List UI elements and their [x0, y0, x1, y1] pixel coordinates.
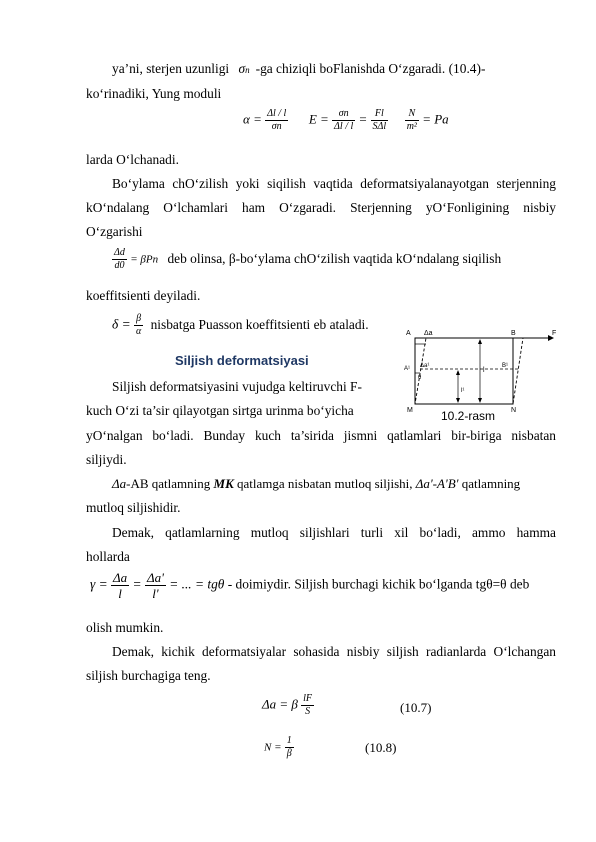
formula-text: Δa'-A'B' — [415, 476, 459, 491]
text-span: ya’ni, sterjen uzunligi — [112, 61, 230, 76]
text-span: - doimiydir. Siljish burchagi kichik bo‘lganda tgθ=θ deb — [227, 576, 530, 592]
label-l1: l¹ — [461, 388, 465, 394]
formula-text: = ... = tgθ — [169, 576, 225, 592]
label-l: l — [483, 367, 485, 374]
label-N: N — [511, 407, 517, 414]
paragraph-line: larda O‘lchanadi. — [86, 152, 179, 167]
layer-name: MK — [213, 476, 234, 491]
paragraph-line: kO‘ndalang O‘lchamlari ham O‘zgaradi. Sterjenning yO‘Fonligining nisbiy — [86, 200, 556, 215]
paragraph-line: Demak, kichik deformatsiyalar sohasida nisbiy siljish radianlarda O‘lchangan — [112, 644, 556, 659]
text-span: qatlamning — [461, 476, 521, 491]
paragraph-line — [112, 475, 556, 492]
formula-text: = Pa — [422, 111, 449, 127]
paragraph-line: mutloq siljishidir. — [86, 500, 181, 515]
paragraph-line: Siljish deformatsiyasini vujudga keltiruvchi F- — [112, 379, 362, 394]
label-da: Δa — [424, 330, 433, 337]
label-theta: θ — [418, 375, 422, 381]
paragraph-line — [112, 60, 556, 79]
text-span: nisbatga Puasson koeffitsienti eb ataladi. — [150, 316, 369, 332]
fraction: $\frac{lF}{S}$ — [303, 693, 313, 717]
young-modulus-formula: α = $\frac{\Delta l / l}{\sigma n}$ E = $\frac{\sigma n}{\Delta l / l}$ = $\frac{Fl}{\text{SΔl}}$ $\frac{N}{\text{m²}}$ = Pa — [243, 108, 449, 132]
fraction: $\frac{\sigma n}{\Delta l / l}$ — [334, 108, 354, 132]
text-span: qatlamga nisbatan mutloq siljishi, — [237, 476, 413, 491]
section-heading: Siljish deformatsiyasi — [175, 353, 309, 368]
paragraph-line: ko‘rinadiki, Yung moduli — [86, 86, 222, 101]
paragraph-line: O‘zgarishi — [86, 224, 143, 239]
text-span: -AB qatlamning — [126, 476, 211, 491]
fraction: $\frac{\Delta a'}{l'}$ — [146, 570, 164, 601]
label-A: A — [406, 330, 411, 337]
paragraph-line: olish mumkin. — [86, 620, 164, 635]
paragraph-line: kuch O‘zi ta’sir qilayotgan sirtga urinma bo‘yicha — [86, 403, 354, 418]
paragraph-line — [112, 247, 556, 272]
paragraph-line: Demak, qatlamlarning mutloq siljishlari turli xil bo‘ladi, ammo hamma — [112, 525, 556, 540]
label-B: B — [511, 330, 516, 337]
paragraph-line: siljish burchagiga teng. — [86, 668, 211, 683]
paragraph-line: siljiydi. — [86, 452, 127, 467]
paragraph-line: koeffitsienti deyiladi. — [86, 288, 201, 303]
fraction: $\frac{\Delta l / l}{\sigma n}$ — [267, 108, 287, 132]
fraction: $\frac{N}{\text{m²}}$ — [406, 108, 417, 132]
text-span: deb olinsa, β-bo‘ylama chO‘zilish vaqtida kO‘ndalang siqilish — [167, 250, 502, 266]
formula-text: δ = — [112, 316, 131, 332]
label-A1: A¹ — [404, 366, 410, 372]
formula-text: = βPn — [130, 253, 159, 266]
fraction: $\frac{Fl}{\text{SΔl}}$ — [372, 108, 387, 132]
label-B1: B¹ — [502, 363, 508, 369]
paragraph-line: hollarda — [86, 549, 130, 564]
figure-caption: 10.2-rasm — [441, 409, 496, 423]
formula-text: Δa — [112, 476, 127, 491]
formula-text: Δa = β — [262, 696, 298, 712]
label-M: M — [407, 407, 413, 414]
sigma-symbol: σn — [238, 61, 250, 76]
label-F: F — [552, 330, 557, 337]
equation-number: (10.8) — [365, 740, 397, 755]
shear-ratio-formula: γ = $\frac{\Delta a}{l}$ = $\frac{\Delta a'}{l'}$ = ... = tgθ - doimiydir. Siljish burchagi kichik bo‘lganda tgθ=θ deb — [90, 570, 530, 601]
formula-text: γ = — [90, 576, 108, 592]
text-span: -ga chiziqli boFlanishda O‘zgaradi. (10.4)- — [255, 61, 486, 76]
paragraph-line: yO‘nalgan bo‘ladi. Bunday kuch ta’sirida jismni qatlamlari bir-biriga nisbatan — [86, 428, 556, 443]
fraction: $\frac{1}{\beta}$ — [286, 735, 292, 759]
fraction: $\frac{\Delta a}{l}$ — [113, 570, 128, 601]
formula-text: N = — [264, 741, 282, 754]
fraction: $\frac{\Delta d}{d0}$ — [114, 247, 125, 271]
label-da1: Δa¹ — [420, 363, 430, 369]
equation-10-7 — [262, 693, 314, 718]
equation-10-8 — [264, 735, 294, 760]
parallelogram-sheared — [415, 338, 523, 404]
fraction: $\frac{\beta}{\alpha}$ — [135, 313, 142, 337]
formula-text: E = — [308, 111, 329, 127]
paragraph-line: Bo‘ylama chO‘zilish yoki siqilish vaqtida deformatsiyalanayotgan sterjenning — [112, 176, 556, 191]
rectangle-original — [415, 338, 513, 404]
equation-number: (10.7) — [400, 700, 432, 715]
formula-text: α = — [243, 111, 262, 127]
